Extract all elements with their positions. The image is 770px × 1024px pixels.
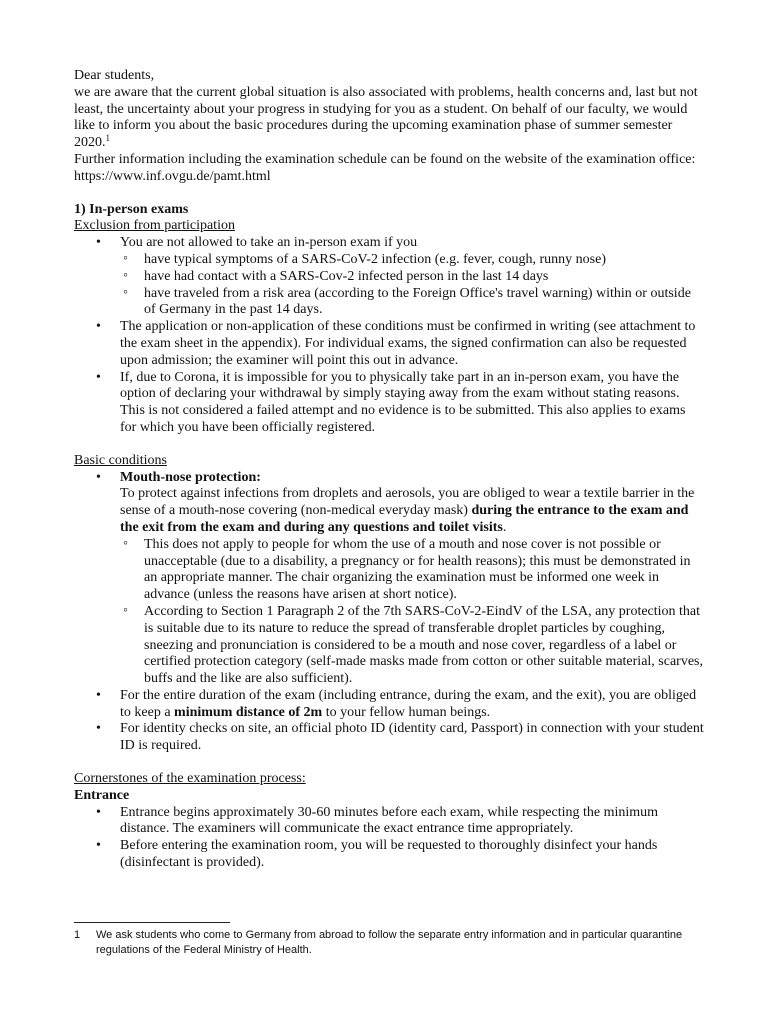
mask-text-end: . <box>502 519 507 535</box>
exam-office-info: Further information including the examination schedule can be found on the website of the examination office: https://www.inf.ovgu.de/pamt.html <box>74 151 696 184</box>
list-item: • Before entering the examination room, you will be requested to thoroughly disinfect your hands (disinfectant is provided). <box>74 838 704 872</box>
footnote-reference: 1 <box>105 133 110 144</box>
list-item: • The application or non-application of these conditions must be confirmed in writing (see attachment to the exam sheet in the appendix). For individual exams, the signed confirmation can also be requested upon admission; the examiner will point this out in advance. <box>74 319 704 369</box>
mask-bold-text: during the entrance to the exam and the exit from the exam and during any questions and toilet visits <box>120 503 689 535</box>
list-item: ◦ According to Section 1 Paragraph 2 of the 7th SARS-CoV-2-EindV of the LSA, any protection that is suitable due to its nature to reduce the spread of transferable droplet particles by coughing, sneezing and pronunciation is considered to be a mouth and nose cover, regardless of a label or certified protection category (self-made masks made from cotton or other suitable material, scarves, buffs and the like are also sufficient). <box>120 604 704 688</box>
exclusion-intro: You are not allowed to take an in-person exam if you <box>120 235 418 251</box>
entrance-heading: Entrance <box>74 787 130 803</box>
subheading-exclusion: Exclusion from participation <box>74 218 235 234</box>
entrance-list <box>74 805 704 872</box>
subheading-basic-conditions: Basic conditions <box>74 452 167 468</box>
list-item: ◦ This does not apply to people for whom the use of a mouth and nose cover is not possible or unacceptable (due to a disability, a pregnancy or for health reasons); this must be demonstrated in an appropriate manner. The chair organizing the examination must be informed one week in advance (unless the reasons have arisen at short notice). <box>120 537 704 604</box>
list-item: ◦ have had contact with a SARS-Cov-2 infected person in the last 14 days <box>120 269 704 286</box>
footnote <box>74 928 694 957</box>
list-item <box>74 235 704 319</box>
distance-text-end: to your fellow human beings. <box>322 704 491 720</box>
mask-text: To protect against infections from droplets and aerosols, you are obliged to wear a textile barrier in the sense of a mouth-nose covering (non-medical everyday mask) <box>120 486 695 519</box>
basic-conditions-list <box>74 470 704 756</box>
list-item: • Entrance begins approximately 30-60 minutes before each exam, while respecting the minimum distance. The examiners will communicate the exact entrance time appropriately. <box>74 805 704 839</box>
footnote-separator <box>74 922 230 923</box>
footnote-number: 1 <box>74 929 81 941</box>
mask-sublist <box>120 537 704 688</box>
greeting: Dear students, <box>74 68 155 83</box>
list-item: ◦ have typical symptoms of a SARS-CoV-2 infection (e.g. fever, cough, runny nose) <box>120 252 704 269</box>
list-item: • For identity checks on site, an official photo ID (identity card, Passport) in connection with your student ID is required. <box>74 721 704 755</box>
document-body <box>74 68 704 872</box>
list-item <box>74 470 704 688</box>
exclusion-list <box>74 235 704 437</box>
distance-bold: minimum distance of 2m <box>174 704 323 720</box>
intro-paragraph <box>74 85 704 152</box>
mask-title: Mouth-nose protection: <box>120 469 261 485</box>
intro-text: we are aware that the current global situation is also associated with problems, health concerns and, last but not least, the uncertainty about your progress in studying for you as a student. On behalf of our faculty, we would like to inform you about the basic procedures during the upcoming examination phase of summer semester 2020. <box>74 84 698 151</box>
footnote-text: We ask students who come to Germany from abroad to follow the separate entry information and in particular quarantine regulations of the Federal Ministry of Health. <box>96 929 683 956</box>
section-heading-in-person-exams: 1) In-person exams <box>74 201 189 217</box>
distance-text: For the entire duration of the exam (including entrance, during the exam, and the exit), you are obliged to keep a <box>120 687 697 720</box>
list-item: • If, due to Corona, it is impossible for you to physically take part in an in-person exam, you have the option of declaring your withdrawal by simply staying away from the exam without stating reasons. This is not considered a failed attempt and no evidence is to be submitted. This also applies to exams for which you have been officially registered. <box>74 370 704 437</box>
list-item <box>74 688 704 722</box>
list-item: ◦ have traveled from a risk area (according to the Foreign Office's travel warning) within or outside of Germany in the past 14 days. <box>120 286 704 320</box>
exclusion-sublist <box>120 252 704 319</box>
subheading-cornerstones: Cornerstones of the examination process: <box>74 771 306 787</box>
